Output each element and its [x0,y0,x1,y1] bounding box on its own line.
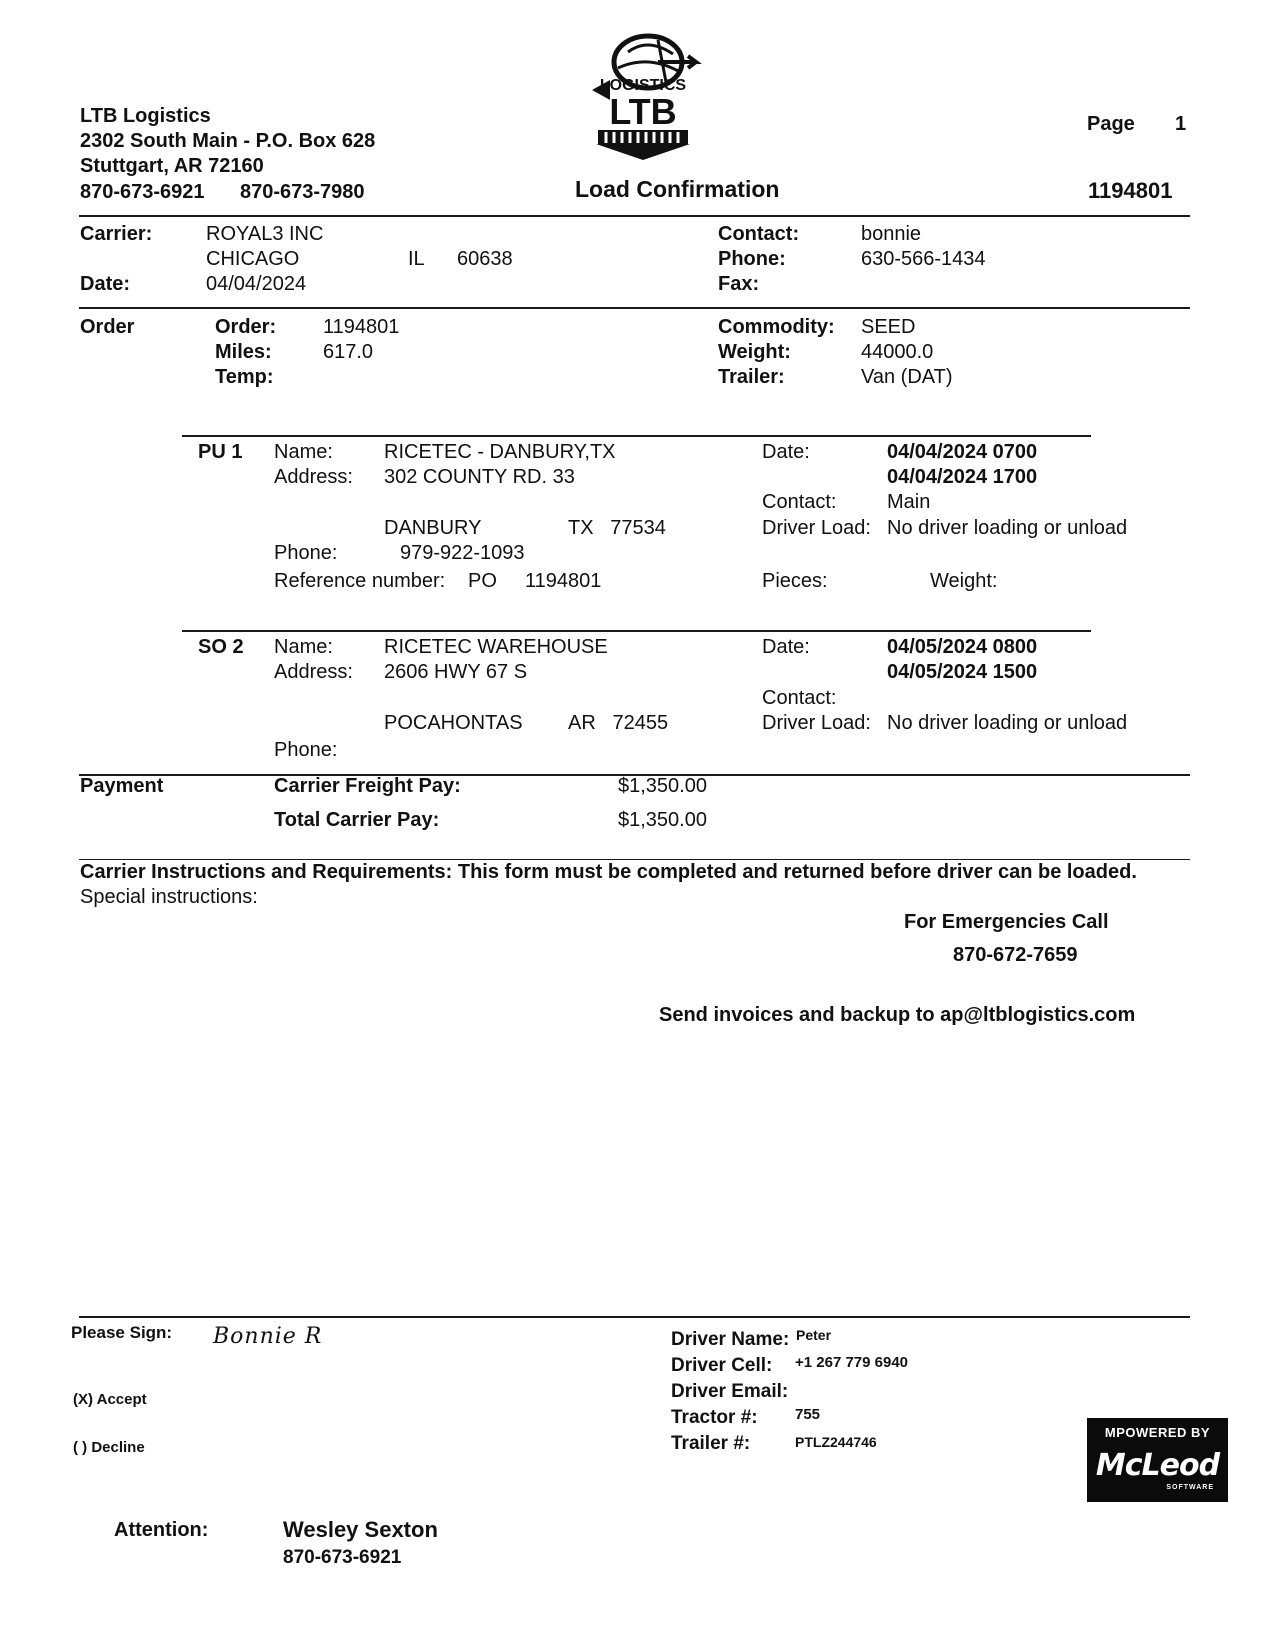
instructions-heading: Carrier Instructions and Requirements: This form must be completed and returned before driver can be loaded. [80,861,1137,883]
contact-label: Contact: [718,223,800,245]
order-section-label: Order [80,316,135,338]
carrier-name: ROYAL3 INC [206,223,324,245]
company-address1: 2302 South Main - P.O. Box 628 [80,130,376,152]
stop-code: SO 2 [198,636,244,658]
temp-label: Temp: [215,366,274,388]
reference-value: 1194801 [525,570,602,592]
page-number: 1 [1175,113,1187,135]
driver-name-label: Driver Name: [671,1329,790,1350]
special-instructions-label: Special instructions: [80,886,258,908]
stop-name-label: Name: [274,441,333,463]
payment-section-label: Payment [80,775,164,797]
attention-name: Wesley Sexton [283,1517,438,1542]
tractor-label: Tractor #: [671,1407,758,1428]
miles-label: Miles: [215,341,272,363]
freight-pay-value: $1,350.00 [618,775,707,797]
stop-contact-label: Contact: [762,491,837,513]
stop-date-start: 04/05/2024 0800 [887,636,1038,658]
stop-name: RICETEC WAREHOUSE [384,636,608,658]
badge-line1: MPOWERED BY [1104,1425,1211,1440]
fax-label: Fax: [718,273,760,295]
tractor-value: 755 [795,1406,821,1423]
commodity-label: Commodity: [718,316,835,338]
driver-load-value: No driver loading or unload [887,712,1128,734]
stop-weight-label: Weight: [930,570,998,592]
pieces-label: Pieces: [762,570,828,592]
stop-code: PU 1 [198,441,243,463]
stop-state-zip: TX 77534 [568,517,666,539]
stop-address-label: Address: [274,466,353,488]
emergency-label: For Emergencies Call [904,911,1109,933]
logo-text-main: LTB [609,91,677,132]
stop-address: 302 COUNTY RD. 33 [384,466,575,488]
stop-divider [182,435,1091,437]
reference-label: Reference number: [274,570,446,592]
carrier-phone: 630-566-1434 [861,248,986,270]
stop-contact-label: Contact: [762,687,837,709]
order-number: 1194801 [323,316,400,338]
stop-address: 2606 HWY 67 S [384,661,528,683]
stop-name-label: Name: [274,636,333,658]
phone-label: Phone: [718,248,786,270]
carrier-contact: bonnie [861,223,922,245]
driver-cell-label: Driver Cell: [671,1355,773,1376]
attention-phone: 870-673-6921 [283,1547,402,1568]
stop-date-label: Date: [762,636,810,658]
driver-load-label: Driver Load: [762,517,871,539]
company-address2: Stuttgart, AR 72160 [80,155,264,177]
reference-type: PO [468,570,497,592]
date-label: Date: [80,273,131,295]
driver-cell-value: +1 267 779 6940 [795,1354,909,1371]
accept-option[interactable]: (X) Accept [73,1391,147,1408]
stop-address-label: Address: [274,661,353,683]
divider [79,307,1190,309]
decline-option[interactable]: ( ) Decline [73,1439,145,1456]
logo-text-top: LOGISTICS [599,77,687,94]
trailer-label: Trailer: [718,366,785,388]
trailer-number-label: Trailer #: [671,1433,751,1454]
carrier-date: 04/04/2024 [206,273,307,295]
signature-value: Bonnie R [213,1324,323,1349]
driver-load-label: Driver Load: [762,712,871,734]
stop-phone: 979-922-1093 [400,542,525,564]
stop-date-label: Date: [762,441,810,463]
company-name: LTB Logistics [80,105,211,127]
stop-divider [182,630,1091,632]
stop-phone-label: Phone: [274,542,338,564]
attention-label: Attention: [114,1519,209,1541]
total-pay-label: Total Carrier Pay: [274,809,440,831]
trailer-number-value: PTLZ244746 [795,1434,877,1450]
carrier-zip: 60638 [457,248,513,270]
stop-contact: Main [887,491,931,513]
driver-name-value: Peter [796,1327,832,1343]
divider [79,215,1190,217]
order-label: Order: [215,316,277,338]
weight-value: 44000.0 [861,341,934,363]
carrier-state: IL [408,248,425,270]
doc-number: 1194801 [1088,178,1173,203]
badge-line2: McLeod [1095,1448,1220,1483]
badge-line3: SOFTWARE [1166,1484,1214,1491]
divider [79,1316,1190,1318]
mcleod-badge [1087,1418,1228,1502]
miles-value: 617.0 [323,341,374,363]
carrier-label: Carrier: [80,223,153,245]
carrier-city: CHICAGO [206,248,300,270]
driver-email-label: Driver Email: [671,1381,789,1402]
trailer-value: Van (DAT) [861,366,953,388]
divider [79,859,1190,860]
stop-phone-label: Phone: [274,739,338,761]
commodity-value: SEED [861,316,916,338]
page-label: Page [1087,113,1135,135]
emergency-phone: 870-672-7659 [953,944,1078,966]
invoice-note: Send invoices and backup to ap@ltblogistics.com [659,1004,1136,1026]
please-sign-label: Please Sign: [71,1323,173,1342]
stop-name: RICETEC - DANBURY,TX [384,441,616,463]
stop-date-end: 04/05/2024 1500 [887,661,1038,683]
weight-label: Weight: [718,341,791,363]
company-phone1: 870-673-6921 [80,181,205,203]
stop-state-zip: AR 72455 [568,712,669,734]
stop-date-end: 04/04/2024 1700 [887,466,1038,488]
ltb-logo [588,32,718,160]
freight-pay-label: Carrier Freight Pay: [274,775,461,797]
stop-date-start: 04/04/2024 0700 [887,441,1038,463]
page-title: Load Confirmation [575,176,780,202]
total-pay-value: $1,350.00 [618,809,707,831]
driver-load-value: No driver loading or unload [887,517,1128,539]
stop-city: POCAHONTAS [384,712,523,734]
stop-city: DANBURY [384,517,482,539]
company-phone2: 870-673-7980 [240,181,365,203]
